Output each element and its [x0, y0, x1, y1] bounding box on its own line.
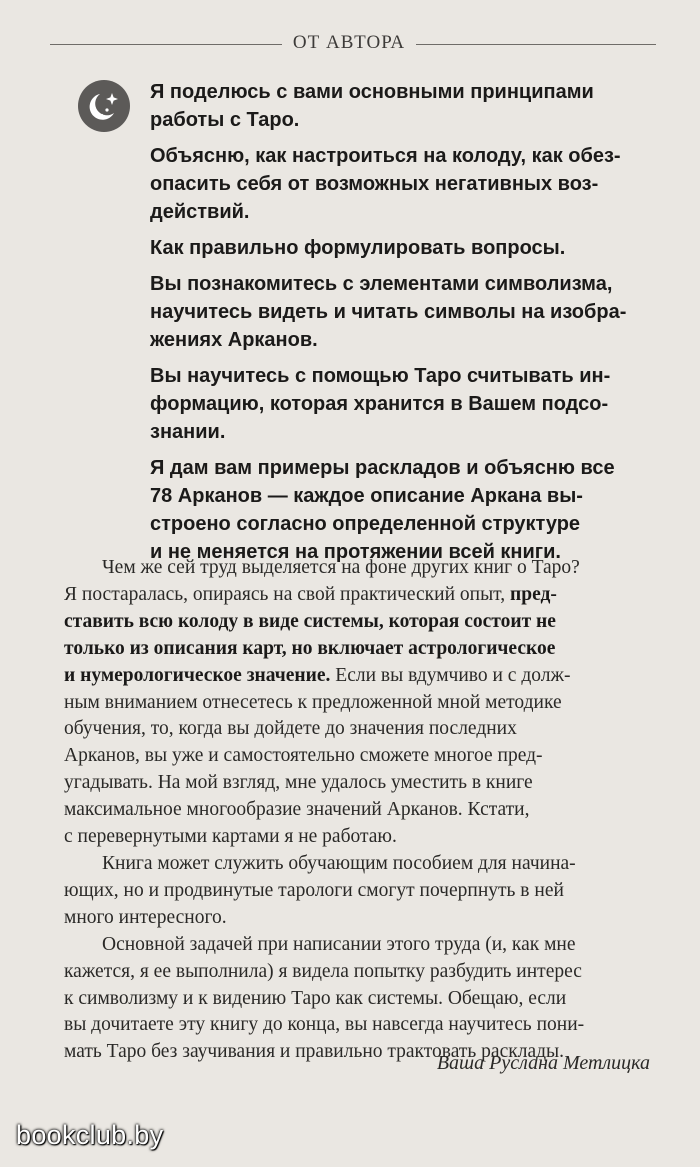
paragraph-line: максимальное многообразие значений Арканов. Кстати,	[64, 799, 530, 821]
list-item-line: Вы научитесь с помощью Таро считывать ин-	[150, 365, 611, 387]
text-run: Я постаралась, опираясь на свой практический опыт,	[64, 583, 510, 605]
list-item	[150, 270, 660, 354]
paragraph-line: угадывать. На мой взгляд, мне удалось уместить в книге	[64, 772, 533, 794]
list-item	[150, 234, 660, 262]
author-signature: Ваша Руслана Метлицка	[436, 1052, 650, 1074]
page-header-title: ОТ АВТОРА	[292, 32, 406, 53]
list-item	[150, 142, 660, 226]
paragraph-line: с перевернутыми картами я не работаю.	[64, 826, 397, 848]
paragraph-line: ющих, но и продвинутые тарологи смогут почерпнуть в ней	[64, 879, 564, 901]
paragraph-line: Арканов, вы уже и самостоятельно сможете многое пред-	[64, 745, 543, 767]
emphasis-text: ставить всю колоду в виде системы, которая состоит не	[64, 610, 556, 632]
list-item-line: Вы познакомитесь с элементами символизма,	[150, 273, 613, 295]
paragraph-line	[64, 663, 684, 690]
list-item-line: жениях Арканов.	[150, 329, 318, 351]
list-item	[150, 78, 660, 134]
emphasis-text: только из описания карт, но включает астрологическое	[64, 637, 556, 659]
paragraph-line: мать Таро без заучивания и правильно трактовать расклады.	[64, 1041, 565, 1063]
list-item	[150, 454, 660, 566]
paragraph-line: обучения, то, когда вы дойдете до значения последних	[64, 718, 517, 740]
list-item-line: формацию, которая хранится в Вашем подсо-	[150, 393, 609, 415]
list-item-line: научитесь видеть и читать символы на изобра-	[150, 301, 627, 323]
paragraph-line: много интересного.	[64, 906, 227, 928]
list-item-line: действий.	[150, 201, 250, 223]
list-item-line: 78 Арканов — каждое описание Аркана вы-	[150, 485, 583, 507]
moon-stars-icon	[78, 80, 130, 132]
paragraph-line	[64, 636, 684, 663]
list-item	[150, 362, 660, 446]
list-item-line: Я поделюсь с вами основными принципами	[150, 81, 594, 103]
body-text	[64, 555, 684, 1066]
paragraph-line: Чем же сей труд выделяется на фоне других книг о Таро?	[102, 557, 580, 578]
emphasis-text: и нумерологическое значение.	[64, 664, 331, 686]
list-item-line: знании.	[150, 421, 226, 443]
paragraph-line: вы дочитаете эту книгу до конца, вы навсегда научитесь пони-	[64, 1014, 585, 1036]
paragraph-line	[64, 609, 684, 636]
list-item-line: строено согласно определенной структуре	[150, 513, 581, 535]
list-item-line: Как правильно формулировать вопросы.	[150, 237, 566, 259]
header-rule-left	[50, 44, 282, 45]
key-points-list	[150, 78, 660, 574]
list-item-line: опасить себя от возможных негативных воз-	[150, 173, 599, 195]
paragraph-line: к символизму и к видению Таро как системы. Обещаю, если	[64, 987, 567, 1009]
list-item-line: и не меняется на протяжении всей книги.	[150, 541, 561, 563]
text-run: Если вы вдумчиво и с долж-	[330, 664, 571, 686]
watermark: bookclub.by	[16, 1120, 164, 1150]
paragraph-line: Книга может служить обучающим пособием для начина-	[102, 852, 576, 874]
paragraph-line: кажется, я ее выполнила) я видела попытку разбудить интерес	[64, 960, 582, 982]
paragraph-line: ным вниманием отнесетесь к предложенной мной методике	[64, 691, 562, 713]
list-item-line: Я дам вам примеры раскладов и объясню все	[150, 457, 615, 479]
list-item-line: работы с Таро.	[150, 109, 300, 131]
list-item-line: Объясню, как настроиться на колоду, как обез-	[150, 145, 621, 167]
paragraph-line	[64, 582, 684, 609]
paragraph-line: Основной задачей при написании этого труда (и, как мне	[102, 933, 576, 955]
emphasis-text: пред-	[510, 583, 557, 605]
header-rule-right	[416, 44, 656, 45]
